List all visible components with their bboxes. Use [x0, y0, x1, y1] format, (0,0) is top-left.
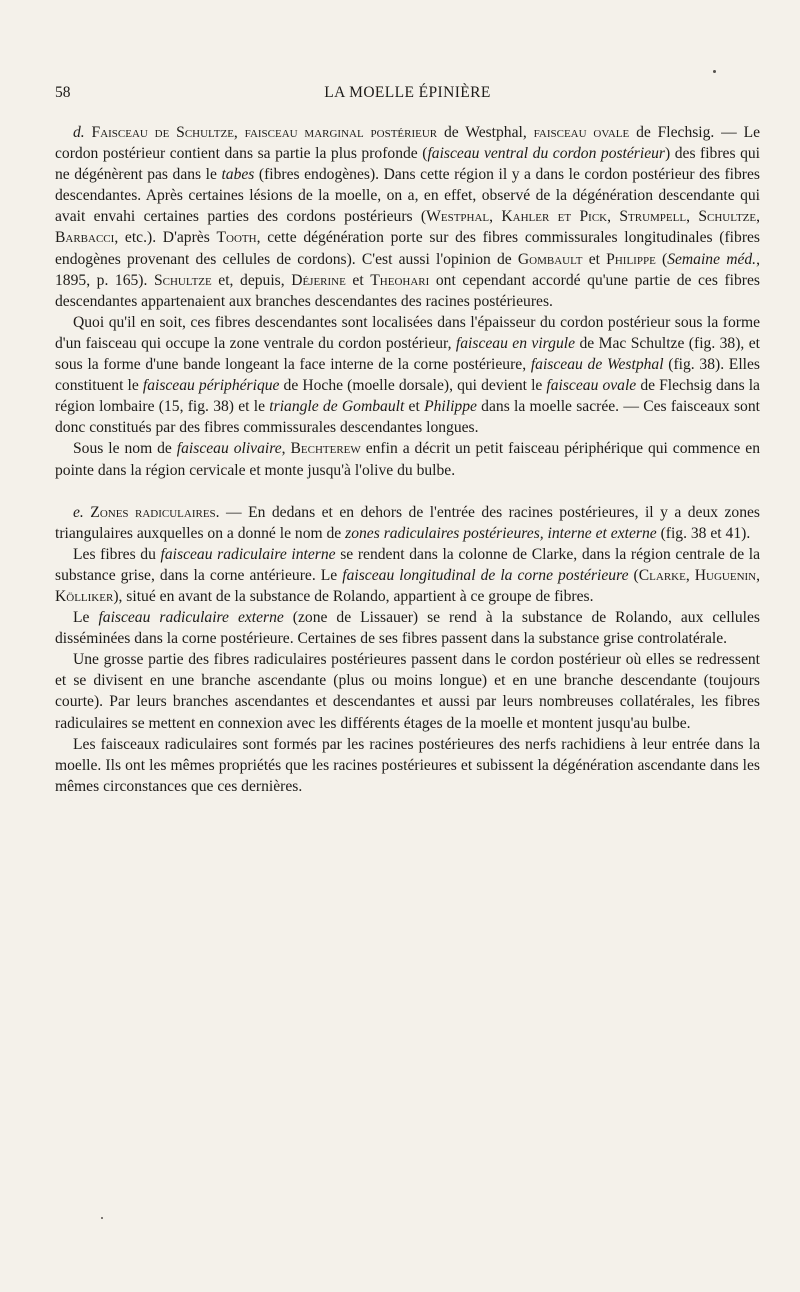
text-run: , 1895, p. 165).	[55, 250, 760, 289]
italic-term: Philippe	[424, 398, 477, 416]
text-run: Quoi qu'il en soit, ces fibres descendantes sont localisées dans l'épaisseur du cordon postérieur sous la forme d'un faisceau qui occupe la zone ventrale du cordon postérieur,	[55, 313, 760, 352]
text-run: (zone de Lissauer) se rend à la substance de Rolando, aux cellules disséminées dans la corne postérieure. Certaines de ses fibres passent dans la substance grise controlatérale.	[55, 609, 760, 648]
text-run: et, depuis,	[211, 271, 292, 289]
text-run: — En dedans et en dehors de l'entrée des racines postérieures, il y a deux zones triangulaires auxquelles on a donné le nom de	[55, 503, 761, 542]
body-text	[55, 122, 760, 797]
italic-term: faisceau de Westphal	[530, 356, 664, 374]
text-run: dans la moelle sacrée. — Ces faisceaux sont donc constitués par des fibres commissurales descendantes longues.	[55, 398, 760, 437]
text-run: Sous le nom de	[73, 440, 177, 458]
paragraph-e-5	[55, 734, 760, 797]
text-run: — Le cordon postérieur contient dans sa partie la plus profonde (	[55, 124, 761, 163]
author-name: Schultze	[153, 271, 212, 289]
section-heading-part: faisceau ovale	[533, 124, 630, 141]
paragraph-d-2	[55, 312, 760, 439]
text-run: et	[582, 250, 607, 268]
ink-speck	[101, 1217, 103, 1219]
paragraph-d-3	[55, 438, 760, 480]
section-heading: Faisceau de Schultze, faisceau marginal postérieur	[91, 124, 438, 141]
text-run: , cette dégénération porte sur des fibres commissurales longitudinales (fibres endogènes provenant des cellules de cordons). C'est aussi l'opinion de	[55, 229, 760, 268]
text-run: Une grosse partie des fibres radiculaires postérieures passent dans le cordon postérieur où elles se redressent et se divisent en une branche ascendante (plus ou moins longue) et en une branche descendante (toujours courte). Par leurs branches ascendantes et descendantes et aussi par leurs nombreuses collatérales, les fibres radiculaires se mettent en connexion avec les différents étages de la moelle et montent jusqu'au bulbe.	[55, 651, 760, 732]
section-heading: Zones radiculaires.	[90, 503, 220, 521]
italic-term: tabes	[221, 166, 255, 184]
italic-term: faisceau périphérique	[142, 377, 280, 395]
text-run: (	[628, 566, 639, 584]
italic-term: zones radiculaires postérieures, interne et externe	[345, 524, 657, 542]
text-run: ont cependant accordé qu'une partie de ces fibres descendantes appartenaient aux branches descendantes des racines postérieures.	[55, 271, 760, 310]
section-heading-part: de Westphal,	[443, 124, 527, 141]
text-run: Le	[73, 609, 99, 627]
section-letter: d.	[73, 124, 85, 141]
section-heading-part: de Flechsig.	[636, 124, 715, 141]
author-name: Theohari	[370, 271, 430, 289]
paragraph-e-4	[55, 649, 760, 733]
paragraph-e-2	[55, 544, 760, 607]
text-run: enfin a décrit un petit faisceau périphérique qui commence en pointe dans la région cervicale et monte jusqu'à l'olive du bulbe.	[55, 440, 761, 479]
text-run: de Mac Schultze (fig. 38), et sous la forme d'une bande longeant la face interne de la corne postérieure,	[55, 334, 760, 374]
running-title: LA MOELLE ÉPINIÈRE	[324, 84, 491, 101]
italic-term: faisceau radiculaire externe	[98, 609, 284, 627]
paragraph-e-1	[55, 502, 760, 544]
text-run: et	[404, 398, 425, 416]
author-names: Clarke, Huguenin, Kölliker	[55, 566, 761, 605]
author-names: Westphal, Kahler et Pick, Strumpell, Schultze, Barbacci	[55, 208, 761, 247]
text-run: , etc.). D'après	[114, 229, 217, 247]
italic-term: triangle de Gombault	[269, 398, 405, 416]
book-page	[55, 0, 760, 1292]
text-run: ) des fibres qui ne dégénèrent pas dans le	[55, 145, 760, 184]
italic-term: faisceau radiculaire interne	[160, 545, 336, 563]
journal-title: Semaine méd.	[667, 250, 757, 268]
text-run: (fig. 38). Elles constituent le	[55, 356, 760, 395]
running-head	[55, 84, 760, 108]
paragraph-e-3	[55, 607, 760, 649]
italic-term: faisceau ventral du cordon postérieur	[427, 145, 665, 163]
italic-term: faisceau olivaire	[176, 440, 282, 458]
text-run: (fibres endogènes). Dans cette région il y a dans le cordon postérieur des fibres descendantes. Après certaines lésions de la moelle, on a, en effet, observé de la dégénération descendante qui avait envahi certaines parties des cordons postérieurs (	[55, 166, 760, 226]
text-run: Les fibres du	[73, 545, 161, 563]
italic-term: faisceau en virgule	[455, 334, 576, 352]
text-run: Les faisceaux radiculaires sont formés par les racines postérieures des nerfs rachidiens à leur entrée dans la moelle. Ils ont les mêmes propriétés que les racines postérieures et subissent la dégénération ascendante dans les mêmes circonstances que ces dernières.	[55, 735, 760, 795]
text-run: se rendent dans la colonne de Clarke, dans la région centrale de la substance grise, dans la corne antérieure. Le	[55, 545, 761, 584]
author-name: Philippe	[606, 250, 656, 268]
page-number: 58	[55, 84, 71, 101]
section-letter: e.	[73, 503, 84, 521]
italic-term: faisceau ovale	[546, 377, 637, 395]
italic-term: faisceau longitudinal de la corne postérieure	[342, 566, 629, 584]
text-run: (fig. 38 et 41).	[656, 524, 751, 542]
author-name: Bechterew	[290, 440, 361, 458]
text-run: et	[345, 271, 371, 289]
text-run: (	[655, 250, 668, 268]
author-name: Tooth	[216, 229, 257, 247]
text-run: ,	[281, 440, 291, 458]
text-run: de Hoche (moelle dorsale), qui devient le	[279, 377, 547, 395]
author-name: Déjerine	[291, 271, 346, 289]
text-run: ), situé en avant de la substance de Rolando, appartient à ce groupe de fibres.	[113, 587, 594, 605]
paragraph-d-1	[55, 122, 760, 312]
text-run: de Flechsig dans la région lombaire (15, fig. 38) et le	[55, 377, 760, 416]
author-name: Gombault	[517, 250, 583, 268]
